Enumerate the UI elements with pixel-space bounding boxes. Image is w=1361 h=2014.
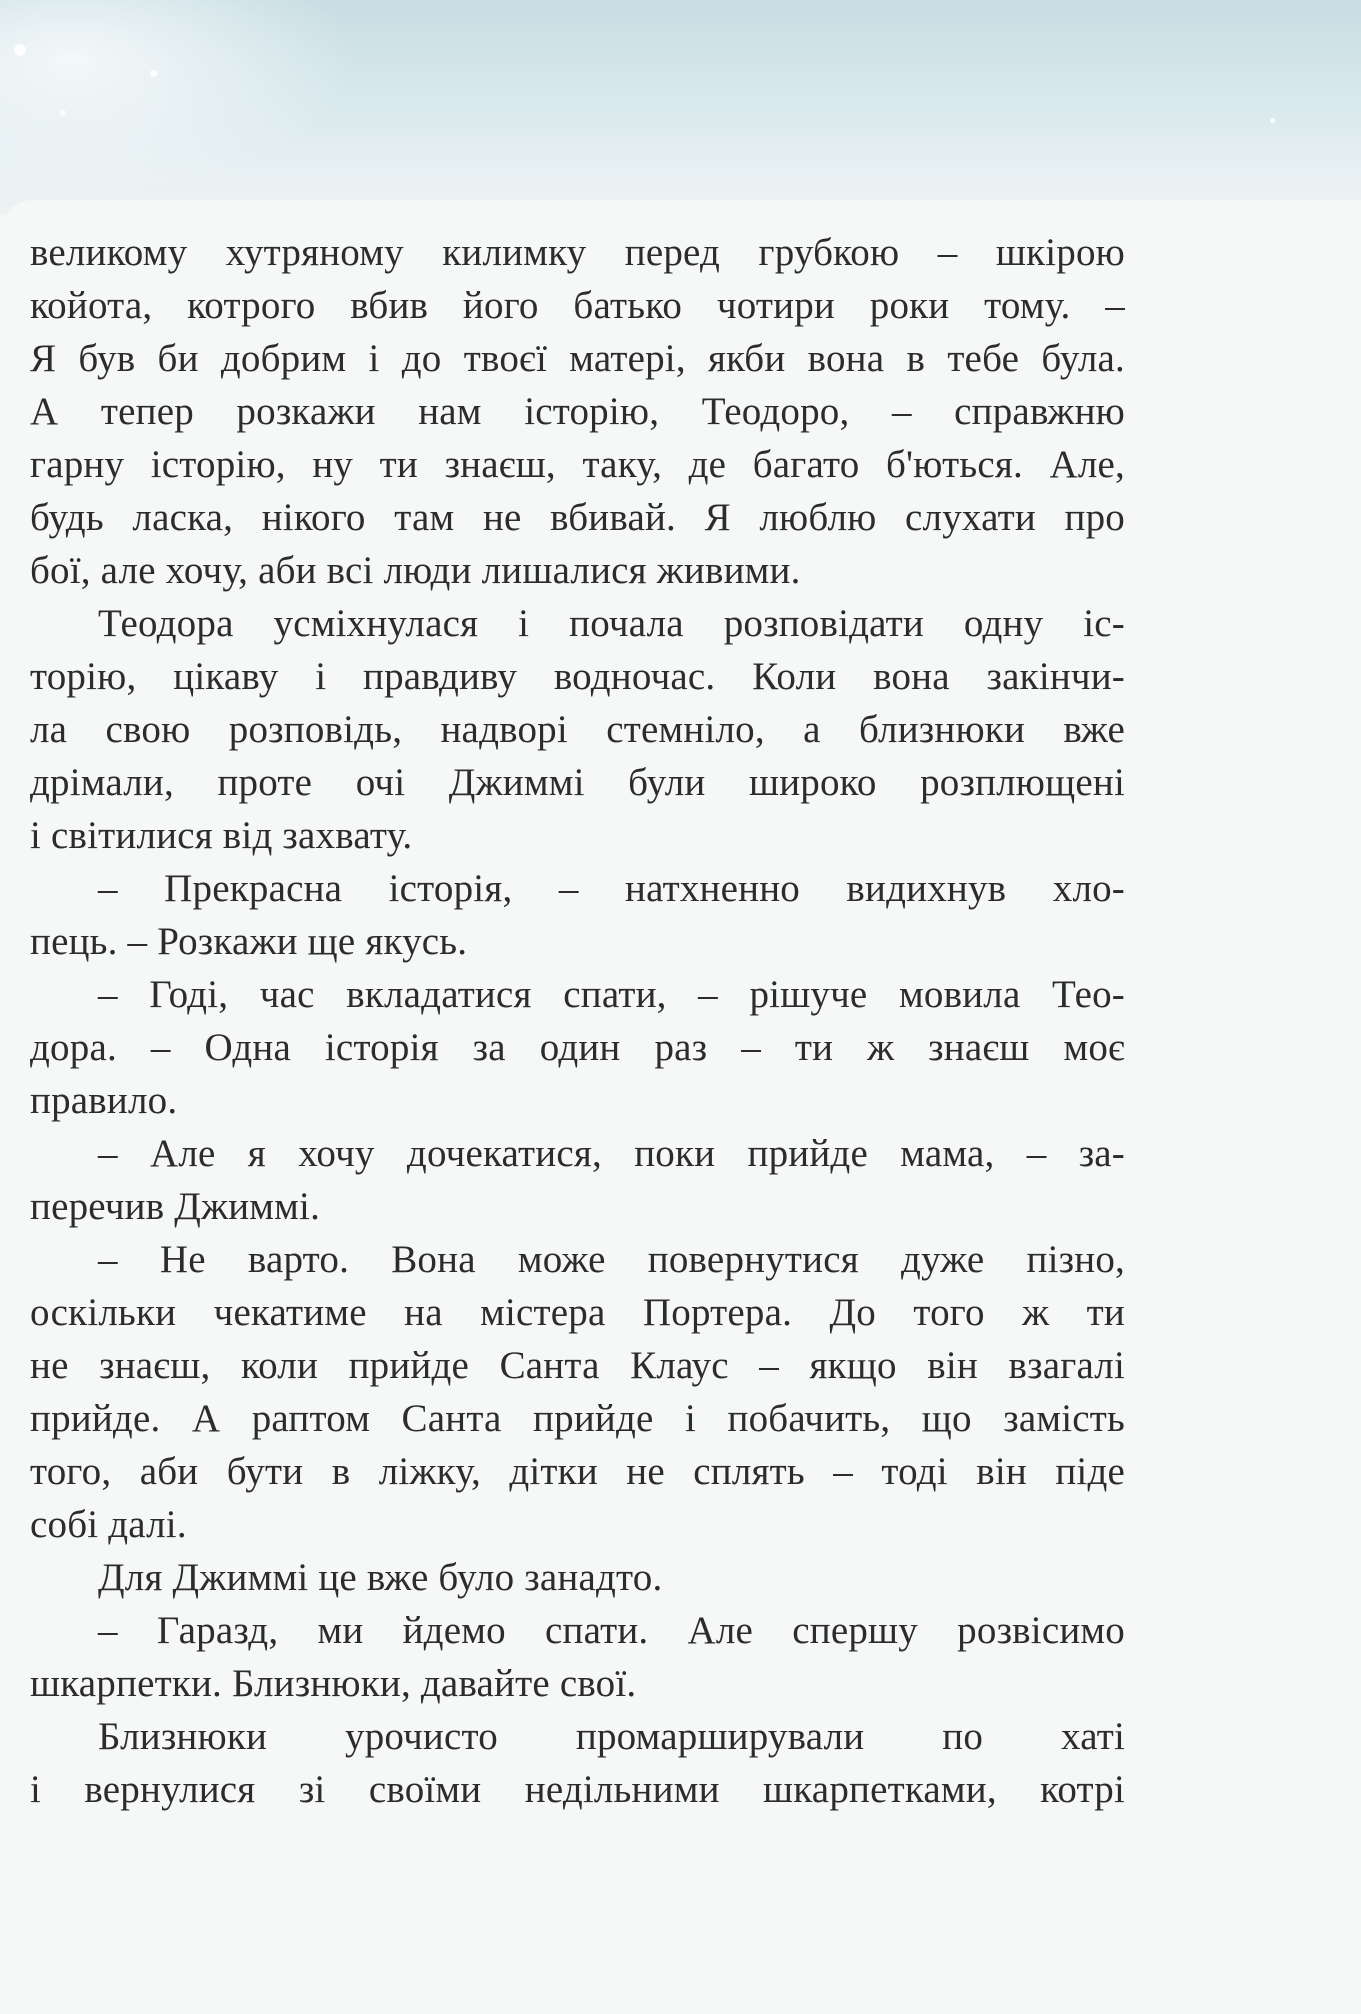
text-line: пець. – Розкажи ще якусь. bbox=[30, 920, 468, 963]
snowflake-decoration bbox=[14, 44, 26, 56]
text-line: торію, цікаву і правдиву водночас. Коли вона закінчи- bbox=[30, 655, 1125, 698]
text-line: правило. bbox=[30, 1079, 178, 1122]
text-line: – Годі, час вкладатися спати, – рішуче мовила Тео- bbox=[98, 973, 1125, 1016]
text-line: – Але я хочу дочекатися, поки прийде мама, – за- bbox=[98, 1132, 1125, 1175]
text-line: собі далі. bbox=[30, 1503, 187, 1546]
snowflake-decoration bbox=[150, 70, 157, 77]
text-line: дрімали, проте очі Джиммі були широко розплющені bbox=[30, 761, 1125, 804]
text-line: Теодора усміхнулася і почала розповідати одну іс- bbox=[98, 602, 1125, 645]
text-line: – Гаразд, ми йдемо спати. Але спершу розвісимо bbox=[98, 1609, 1125, 1652]
text-line: Для Джиммі це вже було занадто. bbox=[98, 1556, 663, 1599]
text-line: койота, котрого вбив його батько чотири роки тому. – bbox=[30, 284, 1125, 327]
illustration-glow bbox=[0, 0, 360, 200]
text-line: перечив Джиммі. bbox=[30, 1185, 321, 1228]
text-line: – Прекрасна історія, – натхненно видихнув хло- bbox=[98, 867, 1125, 910]
top-illustration-band bbox=[0, 0, 1361, 215]
text-line: оскільки чекатиме на містера Портера. До того ж ти bbox=[30, 1291, 1125, 1334]
text-line: – Не варто. Вона може повернутися дуже пізно, bbox=[98, 1238, 1125, 1281]
text-line: того, аби бути в ліжку, дітки не сплять – тоді він піде bbox=[30, 1450, 1125, 1493]
snowflake-decoration bbox=[1270, 118, 1275, 123]
text-line: дора. – Одна історія за один раз – ти ж знаєш моє bbox=[30, 1026, 1125, 1069]
text-line: бої, але хочу, аби всі люди лишалися живими. bbox=[30, 549, 801, 592]
text-line: прийде. А раптом Санта прийде і побачить, що замість bbox=[30, 1397, 1125, 1440]
text-line: ла свою розповідь, надворі стемніло, а близнюки вже bbox=[30, 708, 1125, 751]
text-line: Я був би добрим і до твоєї матері, якби вона в тебе була. bbox=[30, 337, 1125, 380]
text-line: не знаєш, коли прийде Санта Клаус – якщо він взагалі bbox=[30, 1344, 1125, 1387]
text-line: А тепер розкажи нам історію, Теодоро, – справжню bbox=[30, 390, 1125, 433]
text-line: гарну історію, ну ти знаєш, таку, де багато б'ються. Але, bbox=[30, 443, 1125, 486]
page-text bbox=[30, 226, 1125, 1816]
snowflake-decoration bbox=[60, 110, 66, 116]
text-line: і світилися від захвату. bbox=[30, 814, 413, 857]
text-line: і вернулися зі своїми недільними шкарпетками, котрі bbox=[30, 1768, 1125, 1811]
text-line: шкарпетки. Близнюки, давайте свої. bbox=[30, 1662, 637, 1705]
text-line: великому хутряному килимку перед грубкою – шкірою bbox=[30, 231, 1125, 274]
text-line: Близнюки урочисто промарширували по хаті bbox=[98, 1715, 1125, 1758]
text-line: будь ласка, нікого там не вбивай. Я люблю слухати про bbox=[30, 496, 1125, 539]
